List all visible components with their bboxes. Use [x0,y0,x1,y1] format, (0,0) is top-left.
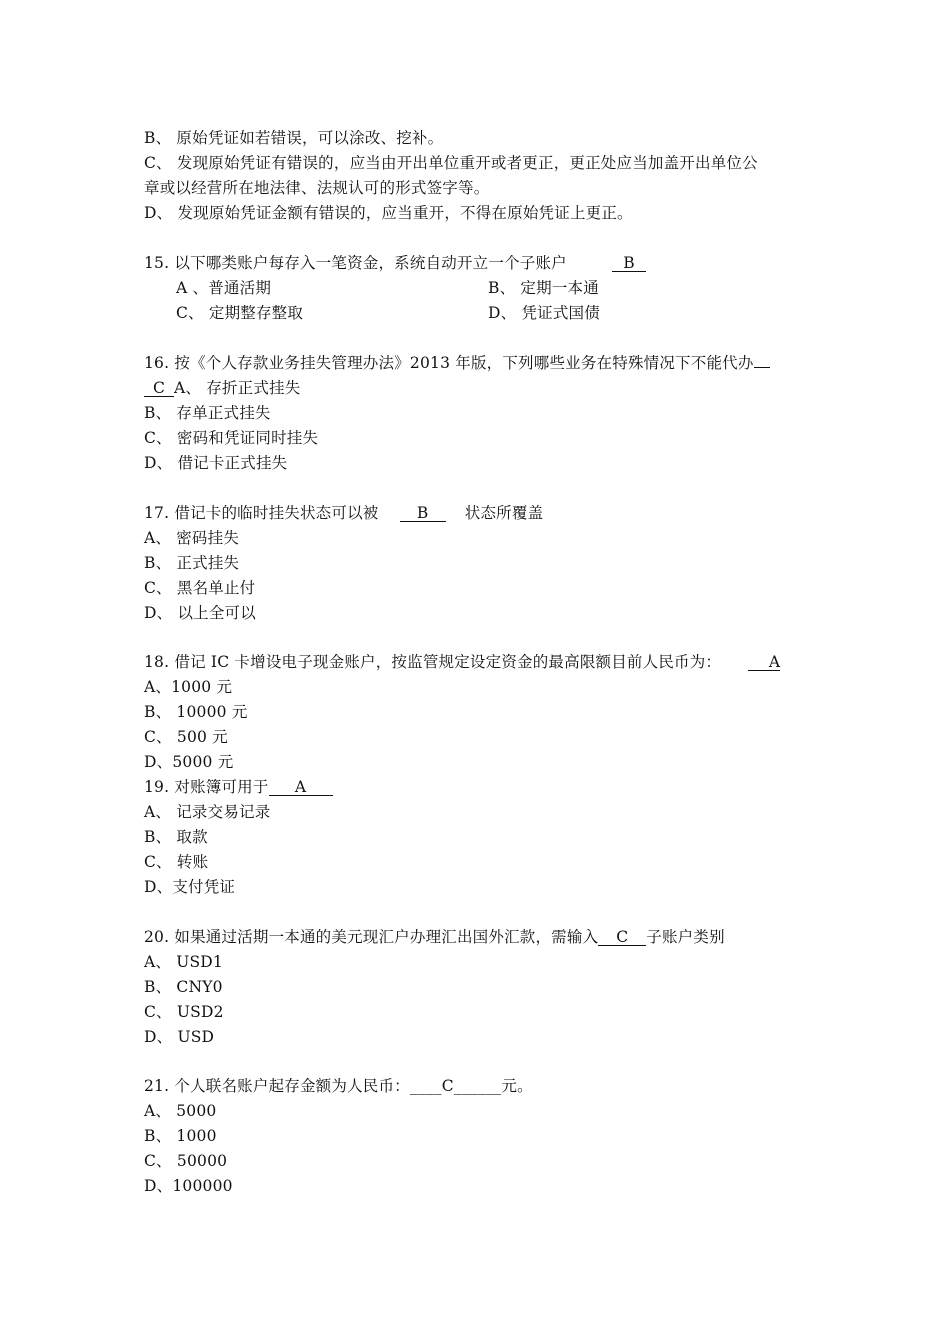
q20-option-a: A、 USD1 [144,953,223,971]
q18-answer: A [748,654,780,671]
q18-option-c: C、 500 元 [144,728,228,746]
q19-answer: A [269,779,333,796]
q21-blank-left: ____ [409,1077,442,1095]
q17-answer: B [400,505,446,522]
prev-option-d: D、 发现原始凭证金额有错误的，应当重开，不得在原始凭证上更正。 [144,204,633,222]
q18-stem-text: 18. 借记 IC 卡增设电子现金账户，按监管规定设定资金的最高限额目前人民币为： [144,653,722,671]
q16-answer: C [144,380,174,397]
q16-option-c: C、 密码和凭证同时挂失 [144,429,319,447]
q18-stem [144,652,782,672]
q18-option-a: A、1000 元 [144,678,233,696]
q16-stem-text: 16. 按《个人存款业务挂失管理办法》2013 年版，下列哪些业务在特殊情况下不能代办 [144,354,754,372]
q19-stem [144,777,333,797]
q15-option-d: D、 凭证式国债 [488,304,600,322]
q16-blank-start [754,367,770,368]
q18-option-d: D、5000 元 [144,753,234,771]
q15-stem [144,253,648,273]
q15-option-c: C、 定期整存整取 [176,304,304,322]
prev-option-c-line2: 章或以经营所在地法律、法规认可的形式签字等。 [144,179,490,197]
q17-option-c: C、 黑名单止付 [144,579,256,597]
q19-option-a: A、 记录交易记录 [144,803,271,821]
q15-option-b: B、 定期一本通 [488,279,599,297]
q21-answer: C [441,1077,454,1095]
q16-answer-line [144,378,300,398]
q21-stem [144,1076,533,1096]
q19-stem-text: 19. 对账簿可用于 [144,778,269,796]
prev-option-b: B、 原始凭证如若错误，可以涂改、挖补。 [144,129,444,147]
q20-stem-pre: 20. 如果通过活期一本通的美元现汇户办理汇出国外汇款，需输入 [144,928,599,946]
q15-stem-text: 15. 以下哪类账户每存入一笔资金，系统自动开立一个子账户 [144,254,567,272]
q21-option-a: A、 5000 [144,1102,217,1120]
q19-option-d: D、支付凭证 [144,878,236,896]
q20-option-c: C、 USD2 [144,1003,224,1021]
q21-stem-pre: 21. 个人联名账户起存金额为人民币： [144,1077,410,1095]
q19-option-c: C、 转账 [144,853,209,871]
q17-option-d: D、 以上全可以 [144,604,256,622]
q21-option-c: C、 50000 [144,1152,228,1170]
q16-stem [144,353,770,373]
q21-option-d: D、100000 [144,1177,233,1195]
q20-option-d: D、 USD [144,1028,215,1046]
q17-stem [144,503,543,523]
q17-option-a: A、 密码挂失 [144,529,240,547]
q17-stem-post: 状态所覆盖 [464,504,544,522]
q16-option-d: D、 借记卡正式挂失 [144,454,288,472]
q20-option-b: B、 CNY0 [144,978,223,996]
prev-option-c-line1: C、 发现原始凭证有错误的，应当由开出单位重开或者更正，更正处应当加盖开出单位公 [144,154,758,172]
q17-option-b: B、 正式挂失 [144,554,240,572]
q17-stem-pre: 17. 借记卡的临时挂失状态可以被 [144,504,379,522]
q16-option-b: B、 存单正式挂失 [144,404,271,422]
q20-stem-post: 子账户类别 [646,928,725,946]
q19-option-b: B、 取款 [144,828,208,846]
q16-option-a: A、 存折正式挂失 [174,379,301,397]
q18-option-b: B、 10000 元 [144,703,248,721]
q15-option-a: A 、普通活期 [176,279,272,297]
q15-answer: B [612,255,646,272]
q21-option-b: B、 1000 [144,1127,217,1145]
q21-blank-right: ______ [453,1077,502,1095]
q21-stem-post: 元。 [501,1077,533,1095]
q20-answer: C [598,929,646,946]
q20-stem [144,927,725,947]
